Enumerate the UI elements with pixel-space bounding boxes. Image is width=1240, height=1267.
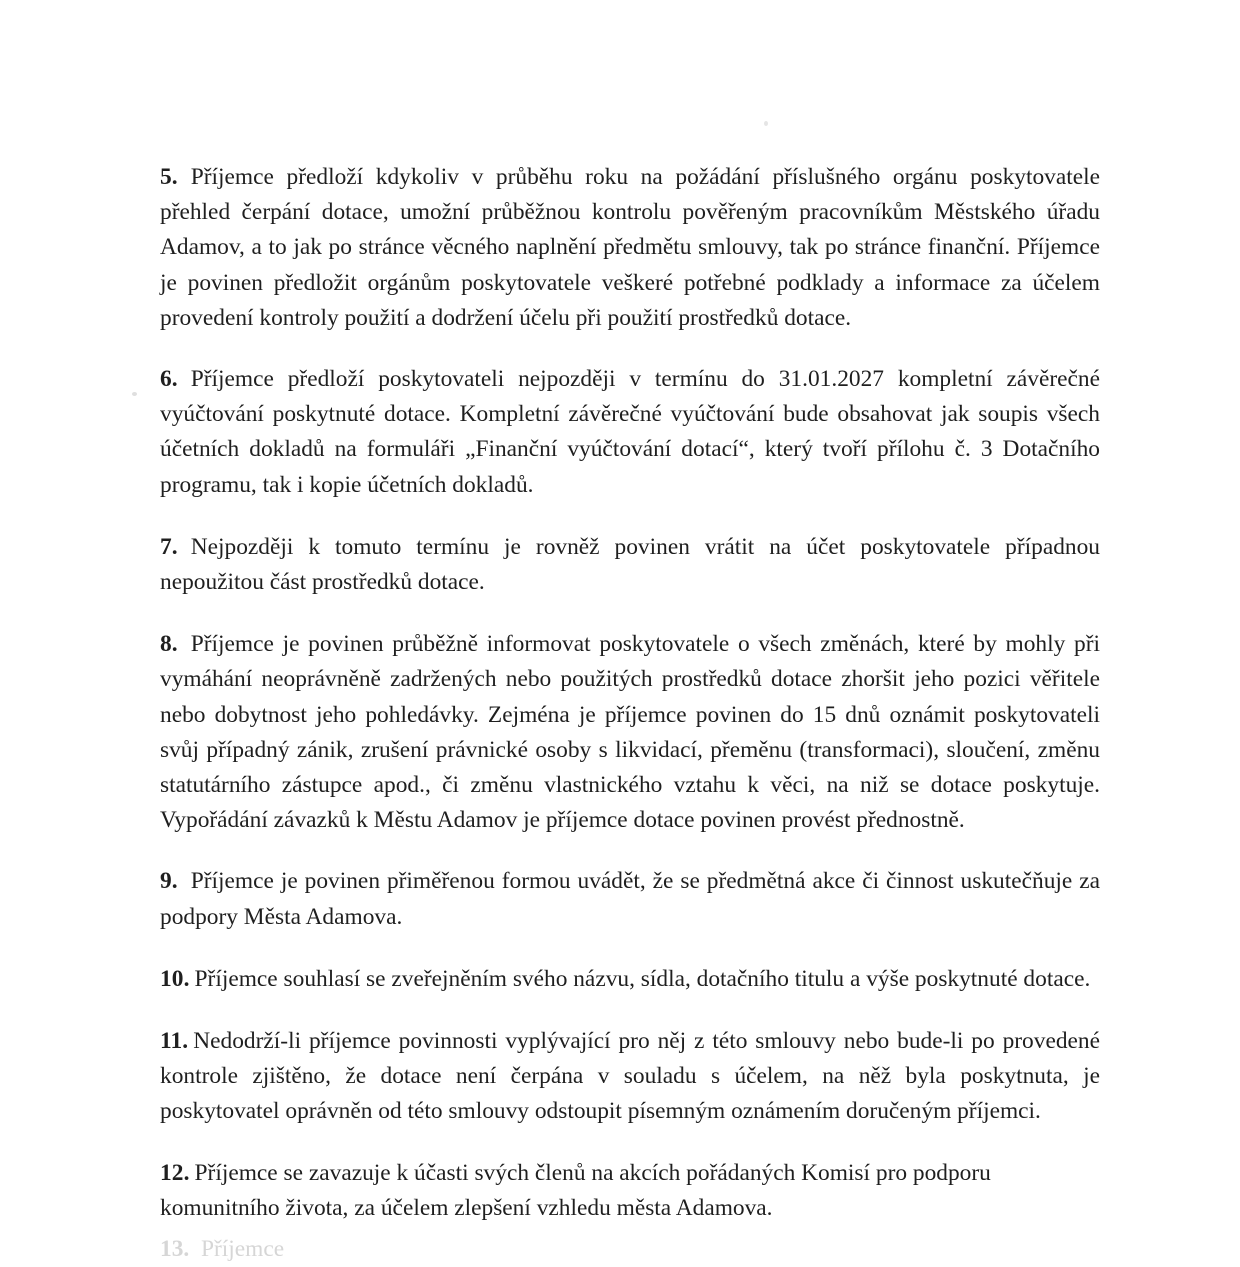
- clause-12-number: 12.: [160, 1159, 190, 1186]
- clause-11-number: 11.: [160, 1028, 189, 1055]
- scan-speck-top: [764, 121, 768, 126]
- clause-9-number: 9.: [160, 868, 178, 895]
- clause-13-text: Příjemce: [200, 1236, 285, 1262]
- text-column: [160, 160, 1100, 1226]
- clause-7: [160, 530, 1100, 600]
- clause-7-number: 7.: [160, 533, 178, 560]
- clause-5: [160, 160, 1100, 336]
- clause-6-number: 6.: [160, 366, 178, 393]
- clause-10: [160, 962, 1100, 997]
- clause-12: [160, 1156, 1100, 1226]
- clause-8-text: Příjemce je povinen průběžně informovat poskytovatele o všech změnách, které by mohly při vymáhání neoprávněně zadržených nebo použitých prostředků dotace zhoršit jeho pozici věřitele nebo dobytnost jeho pohledávky. Zejména je příjemce povinen do 15 dnů oznámit poskytovateli svůj případný zánik, zrušení právnické osoby s likvidací, přeměnu (transformaci), sloučení, změnu statutárního zástupce apod., či změnu vlastnického vztahu k věci, na niž se dotace poskytuje. Vypořádání závazků k Městu Adamov je příjemce dotace povinen provést přednostně.: [160, 631, 1100, 834]
- clause-6-text: Příjemce předloží poskytovateli nejpozději v termínu do 31.01.2027 kompletní závěrečné vyúčtování poskytnuté dotace. Kompletní závěrečné vyúčtování bude obsahovat jak soupis všech účetních dokladů na formuláři „Finanční vyúčtování dotací“, který tvoří přílohu č. 3 Dotačního programu, tak i kopie účetních dokladů.: [160, 366, 1100, 498]
- clause-8-number: 8.: [160, 631, 178, 658]
- clause-10-number: 10.: [160, 965, 190, 992]
- clipped-clause-13: [160, 1232, 1100, 1262]
- clause-8: [160, 627, 1100, 838]
- clause-5-text: Příjemce předloží kdykoliv v průběhu roku na požádání příslušného orgánu poskytovatele přehled čerpání dotace, umožní průběžnou kontrolu pověřeným pracovníkům Městského úřadu Adamov, a to jak po stránce věcného naplnění předmětu smlouvy, tak po stránce finanční. Příjemce je povinen předložit orgánům poskytovatele veškeré potřebné podklady a informace za účelem provedení kontroly použití a dodržení účelu při použití prostředků dotace.: [160, 164, 1100, 331]
- scan-speck-left: [132, 392, 137, 396]
- clause-11: [160, 1024, 1100, 1130]
- clause-13-number: 13.: [160, 1236, 190, 1262]
- clause-11-text: Nedodrží-li příjemce povinnosti vyplývající pro něj z této smlouvy nebo bude-li po provedené kontrole zjištěno, že dotace není čerpána v souladu s účelem, na něž byla poskytnuta, je poskytovatel oprávněn od této smlouvy odstoupit písemným oznámením doručeným příjemci.: [160, 1028, 1100, 1125]
- clause-5-number: 5.: [160, 164, 178, 190]
- clause-7-text: Nejpozději k tomuto termínu je rovněž povinen vrátit na účet poskytovatele případnou nepoužitou část prostředků dotace.: [160, 533, 1100, 596]
- clause-10-text: Příjemce souhlasí se zveřejněním svého názvu, sídla, dotačního titulu a výše poskytnuté dotace.: [194, 965, 1091, 992]
- clause-9: [160, 864, 1100, 934]
- clause-12-text: Příjemce se zavazuje k účasti svých členů na akcích pořádaných Komisí pro podporu komunitního života, za účelem zlepšení vzhledu města Adamova.: [160, 1159, 991, 1221]
- clause-6: [160, 362, 1100, 503]
- clause-9-text: Příjemce je povinen přiměřenou formou uvádět, že se předmětná akce či činnost uskutečňuje za podpory Města Adamova.: [160, 868, 1100, 930]
